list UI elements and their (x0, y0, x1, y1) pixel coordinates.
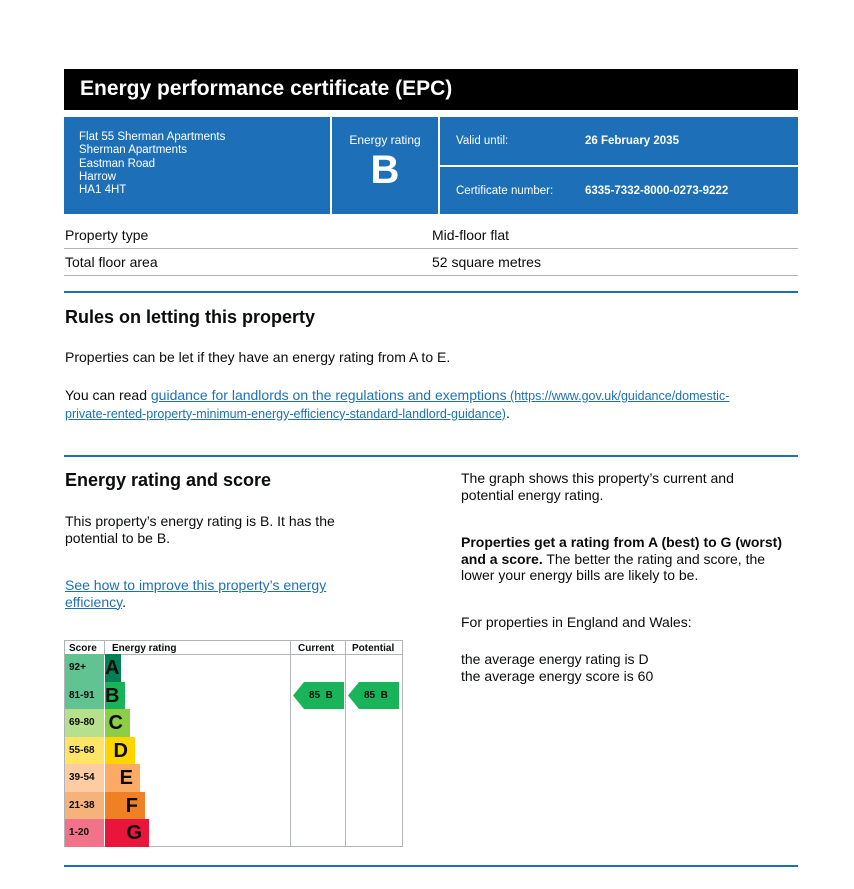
band-score-range: 81-91 (65, 682, 104, 710)
energy-rating-label: Energy rating (349, 133, 421, 147)
current-column-header: Current (298, 643, 335, 654)
energy-rating-panel (332, 117, 438, 214)
improve-link-text: efficiency (65, 593, 123, 610)
valid-until-panel (440, 117, 798, 165)
column-divider (345, 641, 346, 846)
potential-rating-arrow-label: 85 B (364, 690, 388, 701)
rating-paragraph (65, 513, 335, 546)
improve-efficiency-link[interactable] (65, 577, 326, 610)
rating-column-header: Energy rating (112, 643, 177, 654)
letting-paragraph: Properties can be let if they have an energy rating from A to E. (65, 349, 451, 365)
letting-heading: Rules on letting this property (65, 307, 316, 327)
page-title: Energy performance certificate (EPC) (64, 69, 798, 110)
punctuation: . (122, 593, 126, 610)
landlord-guidance-url-cont: private-rented-property-minimum-energy-efficiency-standard-landlord-guidance) (65, 406, 506, 421)
band-bar-a: A (105, 654, 121, 682)
graph-description (461, 470, 734, 503)
rating-band-b (65, 682, 290, 710)
improve-link-text: See how to improve this property’s energy (65, 577, 327, 593)
valid-until-value: 26 February 2035 (585, 135, 679, 147)
band-score-range: 55-68 (65, 737, 104, 765)
rating-paragraph-line: This property’s energy rating is B. It has the (65, 513, 335, 529)
band-bar-c: C (105, 709, 130, 737)
rating-band-f (65, 792, 290, 820)
rating-scale-text: lower your energy bills are likely to be. (461, 567, 699, 583)
band-score-range: 92+ (65, 654, 104, 682)
section-divider (64, 455, 798, 457)
rating-scale-paragraph (461, 534, 782, 584)
property-type-value: Mid-floor flat (432, 227, 510, 243)
band-score-range: 21-38 (65, 792, 104, 820)
letting-guidance-paragraph (65, 387, 785, 422)
england-wales-text: For properties in England and Wales: (461, 614, 692, 630)
current-rating-arrow (293, 682, 344, 709)
address-line: Eastman Road (79, 157, 156, 170)
rating-band-e (65, 764, 290, 792)
average-score-text: the average energy score is 60 (461, 667, 654, 684)
certificate-number-label: Certificate number: (456, 184, 554, 197)
rating-band-c (65, 709, 290, 737)
energy-rating-chart (64, 640, 403, 847)
landlord-guidance-url: (https://www.gov.uk/guidance/domestic- (506, 389, 730, 403)
rating-scale-bold: and a score. (461, 550, 543, 567)
letting-guidance-prefix: You can read (65, 387, 151, 403)
punctuation: . (505, 404, 510, 421)
column-divider (290, 641, 291, 846)
address-line: Sherman Apartments (79, 144, 188, 157)
valid-until-label: Valid until: (456, 135, 509, 147)
rating-scale-bold: Properties get a rating from A (best) to G (worst) (461, 534, 782, 550)
section-divider (64, 865, 798, 867)
rating-scale-text: The better the rating and score, the (542, 550, 766, 567)
graph-description-line: potential energy rating. (461, 486, 604, 503)
certificate-number-panel (440, 167, 798, 214)
potential-column-header: Potential (352, 643, 395, 654)
rating-paragraph-line: potential to be B. (65, 529, 171, 546)
column-divider (104, 641, 105, 655)
potential-rating-arrow (348, 682, 399, 709)
band-bar-g: G (105, 819, 149, 847)
band-score-range: 69-80 (65, 709, 104, 737)
landlord-guidance-link[interactable] (65, 387, 729, 421)
band-bar-f: F (105, 792, 145, 820)
floor-area-value: 52 square metres (432, 254, 541, 270)
certificate-number-value: 6335-7332-8000-0273-9222 (585, 184, 729, 197)
averages (461, 651, 653, 684)
average-rating-text: the average energy rating is D (461, 651, 649, 667)
address-panel (64, 117, 330, 214)
rating-band-a (65, 654, 290, 682)
property-type-row (64, 222, 798, 249)
band-bar-e: E (105, 764, 140, 792)
section-divider (64, 291, 798, 293)
band-bar-d: D (105, 737, 135, 765)
score-column-header: Score (69, 643, 97, 654)
energy-rating-value: B (370, 148, 400, 192)
address-line: Flat 55 Sherman Apartments (79, 131, 226, 143)
address-line: HA1 4HT (79, 184, 127, 197)
property-type-label: Property type (65, 227, 149, 243)
graph-description-line: The graph shows this property’s current and (461, 470, 734, 486)
band-bar-b: B (105, 682, 125, 710)
band-score-range: 39-54 (65, 764, 104, 792)
current-rating-arrow-label: 85 B (309, 690, 333, 701)
improve-paragraph (65, 577, 326, 610)
address-line: Harrow (79, 170, 117, 183)
floor-area-label: Total floor area (65, 254, 158, 270)
rating-heading: Energy rating and score (65, 470, 272, 490)
rating-band-g (65, 819, 290, 847)
rating-band-d (65, 737, 290, 765)
landlord-guidance-link-text: guidance for landlords on the regulations and exemptions (150, 387, 507, 403)
floor-area-row (64, 249, 798, 276)
band-score-range: 1-20 (65, 819, 104, 847)
